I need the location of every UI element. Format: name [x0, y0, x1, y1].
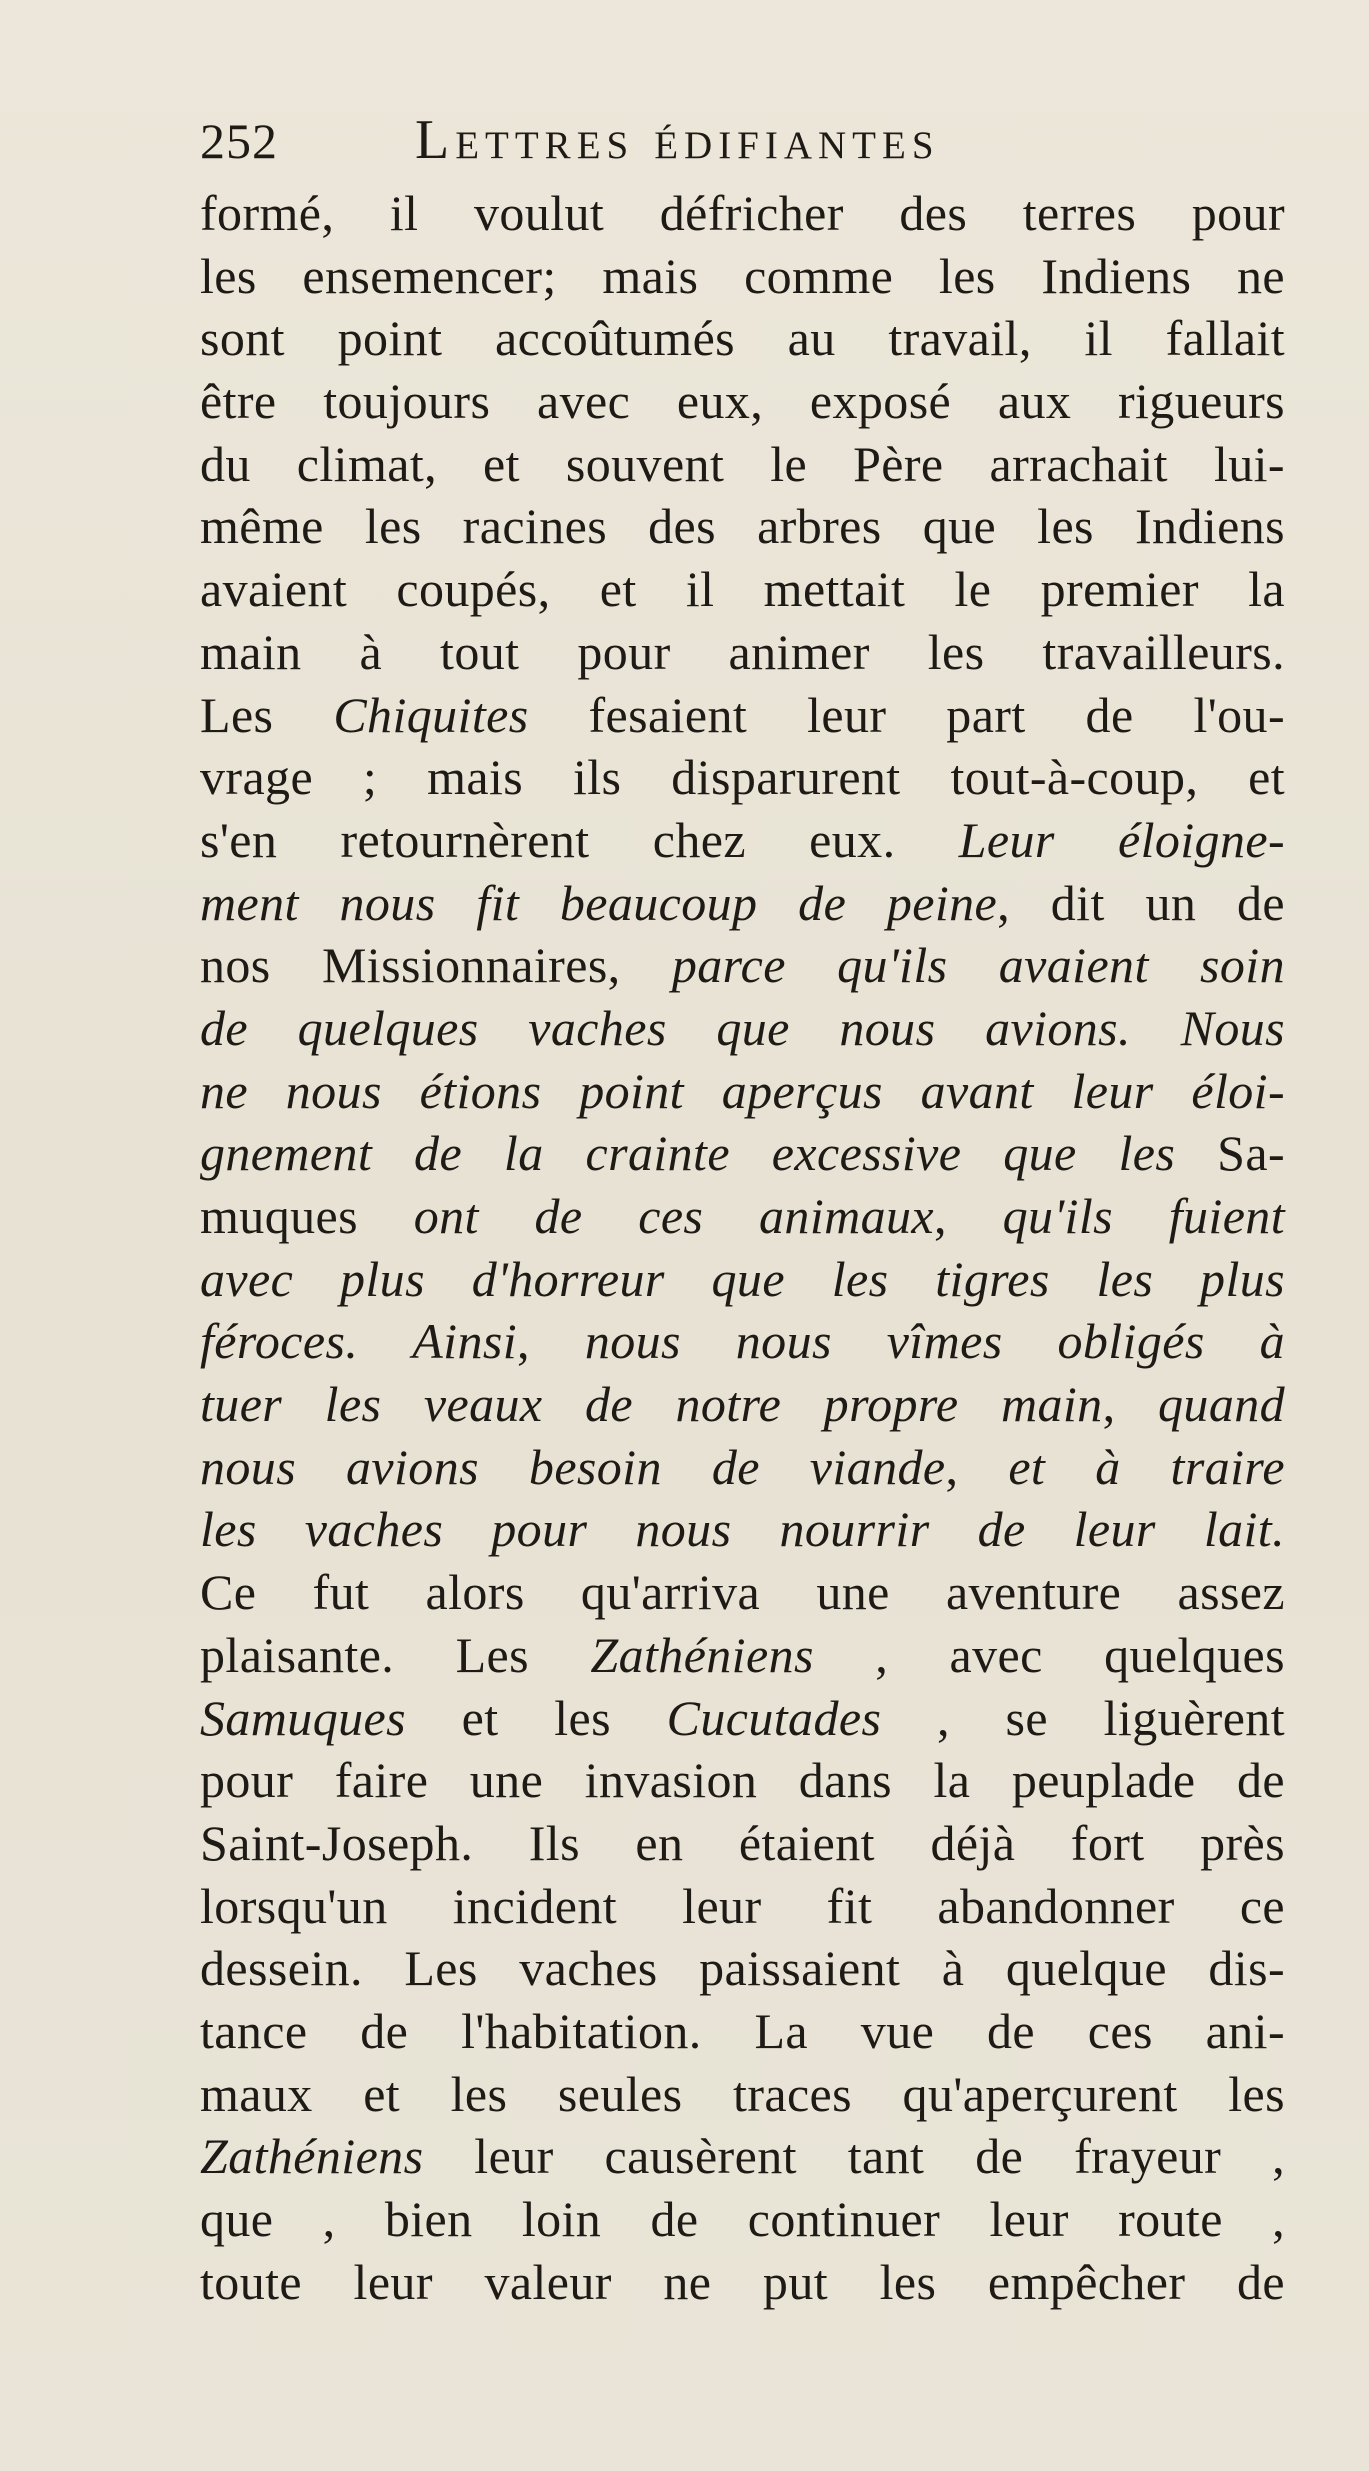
text-segment: Ce fut alors qu'arriva une aventure assez — [200, 1564, 1285, 1621]
italic-text: Leur éloigne- — [958, 811, 1285, 868]
running-title: Lettres édifiantes — [415, 109, 940, 171]
italic-text: de quelques vaches que nous avions. Nous — [200, 999, 1285, 1056]
text-line — [200, 182, 1285, 245]
text-segment: Saint-Joseph. Ils en étaient déjà fort près — [200, 1814, 1285, 1871]
text-line — [200, 2063, 1285, 2126]
italic-text: ont de ces animaux — [413, 1188, 935, 1244]
text-line — [200, 621, 1285, 684]
text-segment: , — [517, 1313, 585, 1370]
text-line — [200, 934, 1285, 997]
text-line — [200, 1875, 1285, 1938]
italic-text: gnement de la crainte excessive que les — [200, 1125, 1218, 1182]
text-segment: maux et les seules traces qu'aperçurent les — [200, 2065, 1285, 2122]
text-segment: s'en retournèrent chez eux. — [200, 811, 959, 868]
text-line — [200, 809, 1285, 872]
text-line — [200, 2251, 1285, 2314]
italic-text: quand — [1158, 1376, 1286, 1433]
italic-text: tuer les veaux de notre propre main — [200, 1376, 1103, 1433]
text-line — [200, 558, 1285, 621]
text-line — [200, 307, 1285, 370]
text-segment: Les — [200, 686, 334, 743]
italic-text: avec plus d'horreur que les tigres les plus — [200, 1250, 1285, 1307]
text-line — [200, 1310, 1285, 1373]
text-line — [200, 1749, 1285, 1812]
italic-text: nous nous vîmes obligés à — [584, 1313, 1285, 1370]
text-segment: vrage ; mais ils disparurent tout-à-coup, et — [200, 749, 1285, 806]
text-segment: les ensemencer; mais comme les Indiens ne — [200, 247, 1285, 304]
text-segment: tance de l'habitation. La vue de ces ani- — [200, 2002, 1285, 2059]
text-line — [200, 997, 1285, 1060]
italic-text: Samuques — [200, 1689, 406, 1746]
text-segment: dessein. Les vaches paissaient à quelque dis- — [200, 1940, 1285, 1997]
italic-text: ne nous étions point aperçus avant leur éloi- — [200, 1062, 1285, 1119]
page-header — [200, 108, 1180, 178]
text-line — [200, 1060, 1285, 1123]
italic-text: qu'ils fuient — [1002, 1188, 1285, 1244]
text-segment: , avec quelques — [813, 1626, 1286, 1683]
italic-text: ment nous fit beaucoup de peine — [200, 874, 998, 931]
text-line — [200, 495, 1285, 558]
text-segment: , — [934, 1188, 1003, 1244]
text-line — [200, 1122, 1285, 1185]
text-segment: pour faire une invasion dans la peuplade de — [200, 1752, 1285, 1809]
italic-text: les vaches pour nous nourrir de leur lait. — [200, 1501, 1285, 1558]
body-text — [200, 182, 1285, 2313]
text-line — [200, 746, 1285, 809]
italic-text: nous avions besoin de viande — [200, 1438, 946, 1495]
text-segment: , se liguèrent — [881, 1689, 1285, 1746]
text-line — [200, 1185, 1285, 1248]
text-segment: Sa- — [1217, 1125, 1285, 1182]
text-line — [200, 2000, 1285, 2063]
text-line — [200, 1812, 1285, 1875]
text-line — [200, 1436, 1285, 1499]
text-segment: sont point accoûtumés au travail, il fallait — [200, 310, 1285, 367]
text-segment: , — [1102, 1376, 1159, 1433]
page-number: 252 — [200, 113, 278, 169]
text-segment: du climat, et souvent le Père arrachait lui- — [200, 435, 1285, 492]
text-line — [200, 684, 1285, 747]
text-segment: et les — [405, 1689, 667, 1746]
text-line — [200, 1624, 1285, 1687]
text-line — [200, 370, 1285, 433]
text-segment: formé, il voulut défricher des terres pour — [200, 185, 1285, 241]
text-segment: lorsqu'un incident leur fit abandonner ce — [200, 1877, 1285, 1934]
italic-text: féroces. Ainsi — [200, 1313, 518, 1370]
italic-text: Cucutades — [666, 1689, 882, 1746]
italic-text: Chiquites — [333, 686, 529, 743]
text-segment: main à tout pour animer les travailleurs. — [200, 623, 1285, 680]
text-line — [200, 1373, 1285, 1436]
text-line — [200, 2188, 1285, 2251]
text-segment: plaisante. Les — [200, 1626, 591, 1683]
text-line — [200, 1248, 1285, 1311]
text-segment: même les racines des arbres que les Indiens — [200, 498, 1285, 555]
text-segment: , dit un de — [997, 874, 1285, 931]
italic-text: Zathéniens — [200, 2128, 424, 2185]
text-line — [200, 2125, 1285, 2188]
text-segment: , — [945, 1438, 1009, 1495]
text-line — [200, 1937, 1285, 2000]
text-segment: être toujours avec eux, exposé aux rigueurs — [200, 373, 1285, 430]
text-segment: leur causèrent tant de frayeur , — [423, 2128, 1285, 2185]
text-segment: que , bien loin de continuer leur route , — [200, 2191, 1285, 2247]
text-segment: toute leur valeur ne put les empêcher de — [200, 2253, 1285, 2310]
text-segment: fesaient leur part de l'ou- — [528, 686, 1286, 743]
text-segment: avaient coupés, et il mettait le premier la — [200, 561, 1285, 618]
text-segment: muques — [200, 1188, 414, 1244]
italic-text: parce qu'ils avaient soin — [671, 937, 1285, 994]
italic-text: et à traire — [1008, 1438, 1285, 1495]
text-line — [200, 1687, 1285, 1750]
text-line — [200, 1498, 1285, 1561]
text-line — [200, 245, 1285, 308]
text-segment: nos Missionnaires, — [200, 937, 672, 994]
text-line — [200, 433, 1285, 496]
text-line — [200, 872, 1285, 935]
italic-text: Zathéniens — [590, 1626, 814, 1683]
text-line — [200, 1561, 1285, 1624]
